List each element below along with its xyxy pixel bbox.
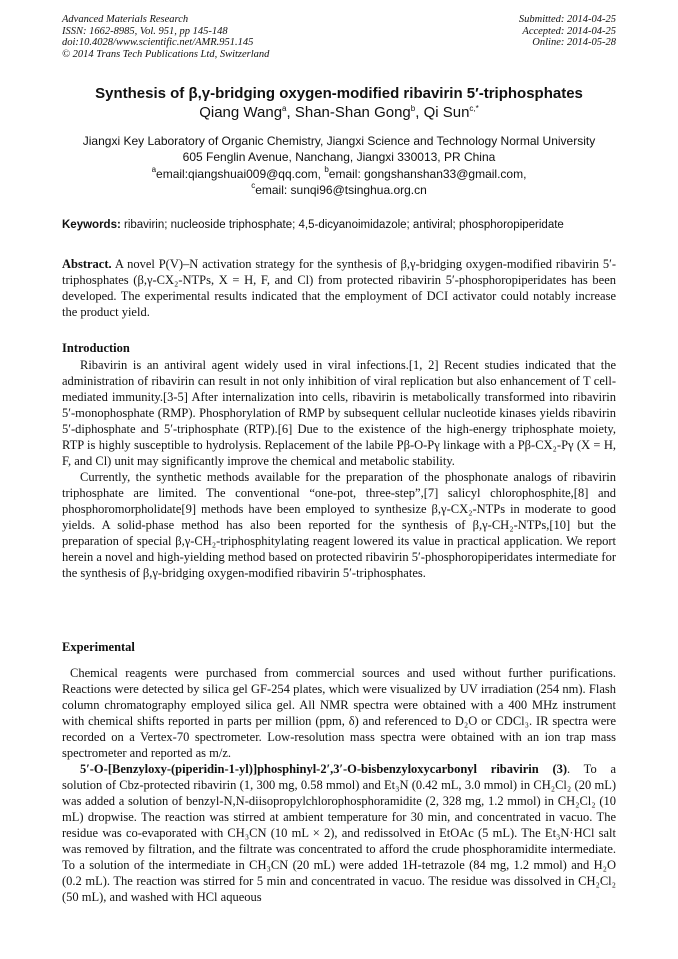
email-b: email: gongshanshan33@gmail.com, [328,167,527,181]
paragraph: Ribavirin is an antiviral agent widely used in viral infections.[1, 2] Recent studies indicated that the administration of ribavirin can result in not only inhibition of viral replication but also enhancement of T cell-mediated immunity.[3-5] After internalization into cells, ribavirin is metabolically transformed into ribavirin 5′-monophosphate (RMP). Phosphorylation of RMP by subsequent cellular nucleotide kinases yields ribavirin 5′-diphosphate and 5′-triphosphate (RTP).[6] Due to the existence of the high-energy triphosphate moiety, RTP is highly susceptible to hydrolysis. Replacement of the labile Pβ-O-Pγ linkage with a Pβ-CX₂-Pγ (X = H, F, and Cl) unit may significantly improve the chemical and metabolic stability. [62,358,616,468]
paragraph: Currently, the synthetic methods available for the preparation of the phosphonate analogs of ribavirin triphosphate are limited. The conventional “one-pot, three-step”,[7] salicyl chlorophosphite,[8] and phosphoromorpholidate[9] methods have been employed to synthesize β,γ-CX₂-NTPs in moderate to good yields. A solid-phase method has also been reported for the synthesis of β,γ-CH₂-NTPs,[10] but the preparation of special β,γ-CH₂-triphosphitylating reagent lowered its value in practical application. We report herein a novel and high-yielding method based on protected ribavirin 5′-phosphoropiperidates intermediate for the synthesis of β,γ-bridging oxygen-modified ribavirin 5′-triphosphates. [62,470,616,580]
affiliation [40,133,638,165]
journal-doi: doi:10.4028/www.scientific.net/AMR.951.145 [62,37,254,48]
author-name: Qiang Wang [199,104,283,121]
author-separator: , [286,104,295,121]
email-mark: c [251,181,256,190]
email-mark: b [324,165,329,174]
keywords [62,219,616,231]
affiliation-line: 605 Fenglin Avenue, Nanchang, Jiangxi 330013, PR China [182,150,496,164]
email-mark: a [151,165,157,174]
author-affil-mark: b [410,104,416,113]
experimental-section [62,665,616,905]
submitted-date: Submitted: 2014-04-25 [518,14,616,25]
author-affil-mark: c,* [469,104,479,113]
affiliation-line: Jiangxi Key Laboratory of Organic Chemistry, Jiangxi Science and Technology Normal University [82,134,596,148]
author-name: Qi Sun [423,104,470,121]
abstract-label: Abstract. [62,257,112,271]
journal-issn: ISSN: 1662-8985, Vol. 951, pp 145-148 [62,25,228,37]
email-c: email: sunqi96@tsinghua.org.cn [255,183,427,197]
author-name: Shan-Shan Gong [294,104,411,121]
journal-header [62,14,269,60]
paragraph: Chemical reagents were purchased from commercial sources and used without further purifications. Reactions were detected by silica gel GF-254 plates, which were visualized by UV irradiation (254 nm). Flash column chromatography employed silica gel. All NMR spectra were obtained with a 400 MHz instrument with chemical shifts reported in parts per million (ppm, δ) and referenced to D₂O or CDCl₃. IR spectra were recorded on a Vertex-70 spectrometer. Low-resolution mass spectra were obtained with an ion trap mass spectrometer and reported as m/z. [62,666,616,760]
keywords-label: Keywords: [62,219,121,231]
online-date: Online: 2014-05-28 [532,37,616,48]
accepted-date: Accepted: 2014-04-25 [522,25,616,37]
author-separator: , [415,104,424,121]
paper-title: Synthesis of β,γ-bridging oxygen-modified ribavirin 5′-triphosphates [95,85,583,102]
dates-header [519,14,616,49]
keywords-text: ribavirin; nucleoside triphosphate; 4,5-dicyanoimidazole; antiviral; phosphoropiperidate [120,219,564,231]
introduction-section [62,357,616,581]
abstract [62,256,616,320]
experimental-heading: Experimental [62,640,135,654]
procedure-text: . To a solution of Cbz-protected ribavirin (1, 300 mg, 0.58 mmol) and Et₃N (0.42 mL, 3.0 mmol) in CH₂Cl₂ (20 mL) was added a solution of benzyl-N,N-diisopropylchlorophosphoramidite (2, 328 mg, 1.2 mmol) in CH₂Cl₂ (10 mL) dropwise. The reaction was stirred at ambient temperature for 30 min, and concentrated in vacuo. The residue was co-evaporated with CH₃CN (10 mL × 2), and redissolved in EtOAc (5 mL). The Et₃N·HCl salt was removed by filtration, and the filtrate was concentrated to afford the crude phosphoramidite intermediate. To a solution of the intermediate in CH₃CN (20 mL) were added 1H-tetrazole (84 mg, 1.2 mmol) and H₂O (0.2 mL). The reaction was stirred for 5 min and concentrated in vacuo. The residue was dissolved in CH₂Cl₂ (50 mL), and washed with HCl aqueous [62,762,616,904]
author-list [40,104,638,121]
introduction-heading: Introduction [62,341,130,355]
author-affil-mark: a [282,104,287,113]
email-a: email:qiangshuai009@qq.com, [156,167,325,181]
author-emails [40,166,638,198]
compound-title: 5′-O-[Benzyloxy-(piperidin-1-yl)]phosphinyl-2′,3′-O-bisbenzyloxycarbonyl ribavirin (3) [80,762,568,776]
journal-copyright: © 2014 Trans Tech Publications Ltd, Switzerland [62,48,270,60]
journal-name: Advanced Materials Research [62,14,189,25]
abstract-text: A novel P(V)–N activation strategy for the synthesis of β,γ-bridging oxygen-modified ribavirin 5′-triphosphates (β,γ-CX₂-NTPs, X = H, F, and Cl) from protected ribavirin 5′-phosphoropiperidates has been developed. The experimental results indicated that the employment of DCI activator could notably increase the product yield. [62,257,616,319]
